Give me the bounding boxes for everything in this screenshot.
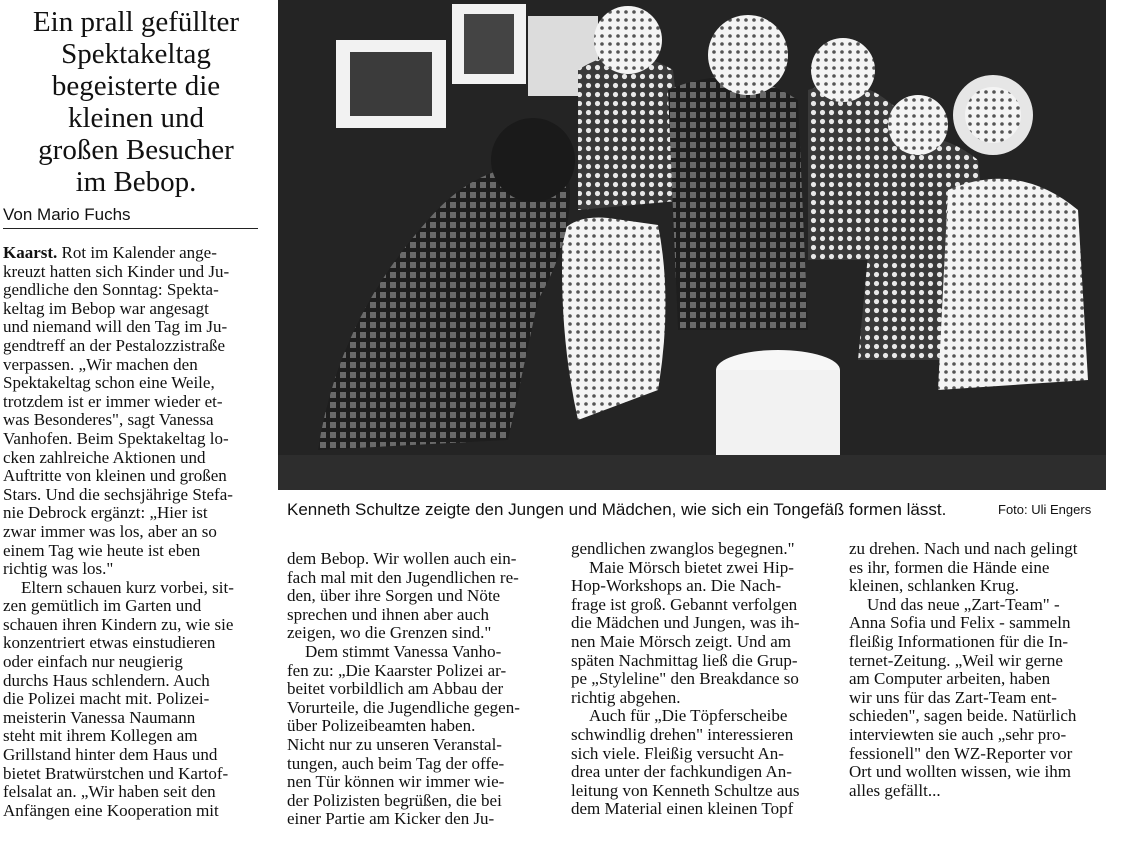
photo-illustration bbox=[278, 0, 1106, 490]
text-line: meisterin Vanessa Naumann bbox=[3, 707, 196, 727]
article-column-1 bbox=[3, 244, 271, 820]
text-line: Grillstand hinter dem Haus und bbox=[3, 745, 218, 765]
text-line: Vorurteile, die Jugendliche gegen- bbox=[287, 697, 520, 717]
article-photo bbox=[278, 0, 1106, 490]
text-line: nen Tür können wir immer wie- bbox=[287, 772, 505, 792]
text-line: keltag im Bebop war angesagt bbox=[3, 298, 209, 318]
text-line: Maie Mörsch bietet zwei Hip- bbox=[589, 557, 794, 577]
text-line: steht mit ihrem Kollegen am bbox=[3, 726, 198, 746]
text-line bbox=[3, 244, 271, 263]
text-line: oder einfach nur neugierig bbox=[3, 652, 183, 672]
text-line: Dem stimmt Vanessa Vanho- bbox=[305, 641, 502, 661]
article-column-3 bbox=[571, 540, 837, 819]
dateline: Kaarst. bbox=[3, 243, 58, 262]
text-line: fen zu: „Die Kaarster Polizei ar- bbox=[287, 660, 507, 680]
text-line: kleinen, schlanken Krug. bbox=[849, 576, 1019, 596]
text-line: Rot im Kalender ange- bbox=[61, 243, 217, 262]
text-line: nie Debrock ergänzt: „Hier ist bbox=[3, 503, 208, 523]
text-line: dem Material einen kleinen Topf bbox=[571, 799, 794, 819]
paragraph bbox=[287, 643, 553, 829]
text-line: richtig abgehen. bbox=[571, 687, 681, 707]
text-line: drea unter der fachkundigen An- bbox=[571, 762, 792, 782]
text-line: Ort und wollten wissen, wie ihm bbox=[849, 762, 1071, 782]
text-line: leitung von Kenneth Schultze aus bbox=[571, 780, 800, 800]
text-line: fessionell" den WZ-Reporter vor bbox=[849, 743, 1073, 763]
text-line: zeigen, wo die Grenzen sind." bbox=[287, 623, 492, 643]
paragraph bbox=[571, 540, 837, 559]
text-line: einer Partie am Kicker den Ju- bbox=[287, 809, 495, 829]
text-line: beitet vorbildlich am Abbau der bbox=[287, 679, 504, 699]
text-line: fleißig Informationen für die In- bbox=[849, 631, 1069, 651]
text-line: gendliche den Sonntag: Spekta- bbox=[3, 280, 219, 300]
text-line: sich viele. Fleißig versucht An- bbox=[571, 743, 784, 763]
photo-caption: Kenneth Schultze zeigte den Jungen und Mädchen, wie sich ein Tongefäß formen lässt. bbox=[287, 500, 947, 519]
text-line: richtig was los." bbox=[3, 559, 114, 579]
text-line: wir uns für das Zart-Team ent- bbox=[849, 687, 1057, 707]
paragraph bbox=[287, 550, 553, 643]
text-line: dem Bebop. Wir wollen auch ein- bbox=[287, 549, 517, 568]
text-line: pe „Styleline" den Breakdance so bbox=[571, 669, 799, 689]
text-line: fach mal mit den Jugendlichen re- bbox=[287, 567, 519, 587]
text-line: gendlichen zwanglos begegnen." bbox=[571, 539, 795, 558]
text-line: alles gefällt... bbox=[849, 780, 941, 800]
text-line: was Besonderes", sagt Vanessa bbox=[3, 410, 214, 430]
text-line: es ihr, formen die Hände eine bbox=[849, 557, 1050, 577]
paragraph bbox=[3, 244, 271, 579]
text-line: Hop-Workshops an. Die Nach- bbox=[571, 576, 782, 596]
text-line: konzentriert etwas einstudieren bbox=[3, 633, 216, 653]
text-line: nen Maie Mörsch zeigt. Und am bbox=[571, 631, 791, 651]
paragraph bbox=[571, 707, 837, 819]
headline-line: Ein prall gefüllter bbox=[32, 6, 240, 38]
text-line: sprechen und ihnen aber auch bbox=[287, 604, 490, 624]
text-line: Auftritte von kleinen und großen bbox=[3, 466, 227, 486]
headline-line: im Bebop. bbox=[75, 166, 197, 198]
text-line: und niemand will den Tag im Ju- bbox=[3, 317, 228, 337]
text-line: cken zahlreiche Aktionen und bbox=[3, 447, 206, 467]
text-line: frage ist groß. Gebannt verfolgen bbox=[571, 594, 798, 614]
text-line: zu drehen. Nach und nach gelingt bbox=[849, 539, 1078, 558]
text-line: die Polizei macht mit. Polizei- bbox=[3, 689, 210, 709]
text-line: zen gemütlich im Garten und bbox=[3, 596, 202, 616]
text-line: schwindlig drehen" interessieren bbox=[571, 724, 794, 744]
text-line: Eltern schauen kurz vorbei, sit- bbox=[21, 577, 234, 597]
headline-line: begeisterte die bbox=[51, 70, 221, 102]
text-line: über Polizeibeamten haben. bbox=[287, 716, 476, 736]
text-line: Spektakeltag schon eine Weile, bbox=[3, 373, 215, 393]
headline-line: kleinen und bbox=[67, 102, 205, 134]
text-line: durchs Haus schlendern. Auch bbox=[3, 670, 210, 690]
article-column-4 bbox=[849, 540, 1111, 800]
paragraph bbox=[3, 579, 271, 821]
text-line: Vanhofen. Beim Spektakeltag lo- bbox=[3, 428, 229, 448]
paragraph bbox=[571, 559, 837, 708]
headline-line: Spektakeltag bbox=[61, 38, 211, 70]
photo-credit: Foto: Uli Engers bbox=[998, 502, 1092, 517]
text-line: ternet-Zeitung. „Weil wir gerne bbox=[849, 650, 1063, 670]
text-line: zwar immer was los, aber an so bbox=[3, 521, 217, 541]
paragraph bbox=[849, 596, 1111, 801]
article-headline bbox=[0, 6, 272, 198]
text-line: späten Nachmittag ließ die Grup- bbox=[571, 650, 798, 670]
text-line: schauen ihren Kindern zu, wie sie bbox=[3, 614, 234, 634]
text-line: Stars. Und die sechsjährige Stefa- bbox=[3, 484, 233, 504]
text-line: Und das neue „Zart-Team" - bbox=[867, 594, 1060, 614]
text-line: trotzdem ist er immer wieder et- bbox=[3, 391, 223, 411]
article-column-2 bbox=[287, 550, 553, 829]
text-line: schieden", sagen beide. Natürlich bbox=[849, 706, 1077, 726]
text-line: Anna Sofia und Felix - sammeln bbox=[849, 613, 1071, 633]
author-byline: Von Mario Fuchs bbox=[3, 205, 258, 229]
text-line: felsalat an. „Wir haben seit den bbox=[3, 782, 216, 802]
text-line: Anfängen eine Kooperation mit bbox=[3, 800, 219, 820]
text-line: der Polizisten begrüßen, die bei bbox=[287, 790, 502, 810]
text-line: verpassen. „Wir machen den bbox=[3, 354, 198, 374]
text-line: Auch für „Die Töpferscheibe bbox=[589, 706, 788, 726]
text-line: gendtreff an der Pestalozzistraße bbox=[3, 335, 226, 355]
text-line: einem Tag wie heute ist eben bbox=[3, 540, 201, 560]
text-line: interviewten sie auch „sehr pro- bbox=[849, 724, 1067, 744]
headline-line: großen Besucher bbox=[38, 134, 234, 166]
text-line: die Mädchen und Jungen, was ih- bbox=[571, 613, 800, 633]
paragraph bbox=[849, 540, 1111, 596]
text-line: Nicht nur zu unseren Veranstal- bbox=[287, 734, 502, 754]
text-line: am Computer arbeiten, haben bbox=[849, 669, 1051, 689]
text-line: kreuzt hatten sich Kinder und Ju- bbox=[3, 261, 230, 281]
text-line: den, über ihre Sorgen und Nöte bbox=[287, 586, 501, 606]
text-line: tungen, auch beim Tag der offe- bbox=[287, 753, 505, 773]
text-line: bietet Bratwürstchen und Kartof- bbox=[3, 763, 229, 783]
